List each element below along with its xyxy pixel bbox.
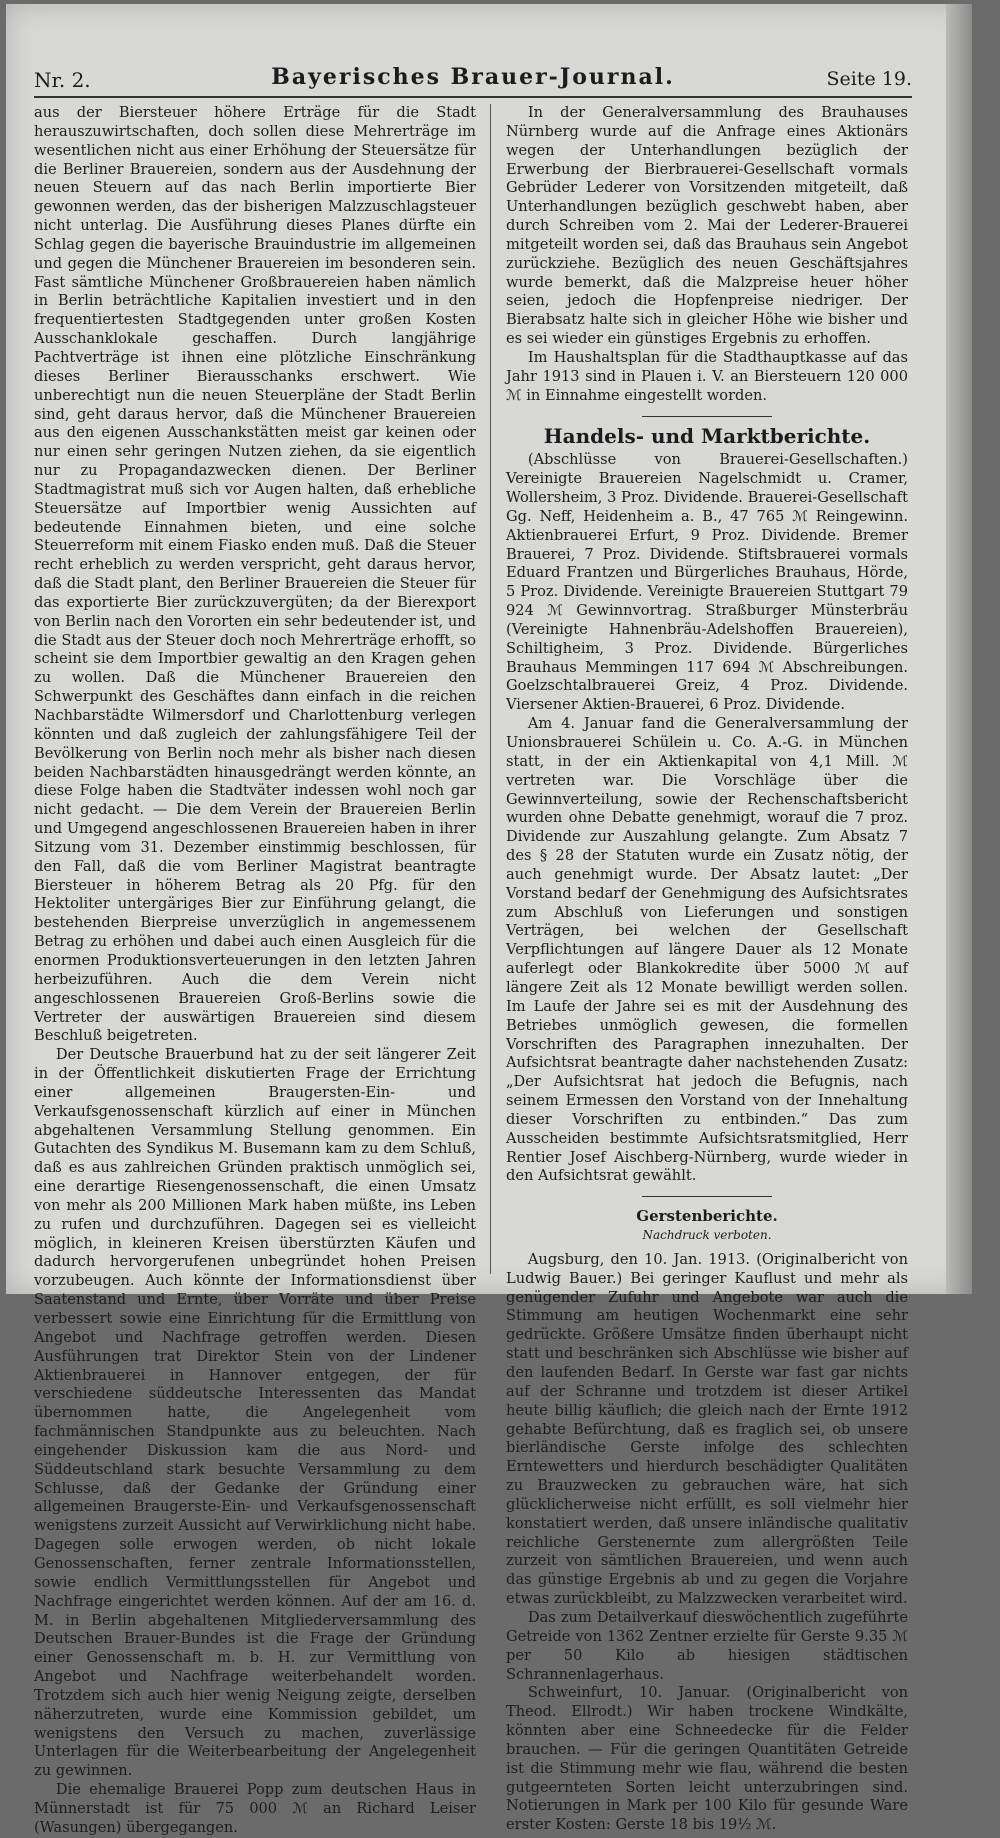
right-column [506,104,908,1835]
left-column [34,104,476,1838]
article-paragraph: aus der Biersteuer höhere Erträge für die Stadt herauszuwirtschaften, doch sollen diese Mehrerträge im wesentlichen nicht aus einer Erhöhung der Steuersätze für die Berliner Brauereien, sondern aus der Ausdehnung der neuen Steuern auf das nach Berlin importierte Bier gewonnen werden, das der bisherigen Malzzuschlagsteuer nicht unterlag. Die Ausführung dieses Planes dürfte ein Schlag gegen die bayerische Brauindustrie im allgemeinen und gegen die Münchener Brauereien im besonderen sein. Fast sämtliche Münchener Großbrauereien haben nämlich in Berlin beträchtliche Kapitalien investiert und in den frequentiertesten Stadtgegenden unter großen Kosten Ausschanklokale geschaffen. Durch langjährige Pachtverträge ist ihnen eine plötzliche Einschränkung dieses Berliner Bierausschanks erschwert. Wie unberechtigt nun die neuen Steuerpläne der Stadt Berlin sind, geht daraus hervor, daß die Münchener Brauereien aus den eigenen Ausschankstätten meist gar keinen oder nur einen sehr geringen Nutzen ziehen, da sie eigentlich nur zu Propagandazwecken dienen. Der Berliner Stadtmagistrat muß sich vor Augen halten, daß erhebliche Steuersätze auf Importbier wenig Aussichten auf bedeutende Einnahmen bieten, und eine solche Steuerreform mit einem Fiasko enden muß. Daß die Steuer recht erheblich zu werden verspricht, geht daraus hervor, daß die Stadt plant, den Berliner Brauereien die Steuer für das exportierte Bier zurückzuvergüten; da der Bierexport von Berlin nach den Vororten ein sehr bedeutender ist, und die Stadt aus der Steuer doch noch Mehrerträge erhofft, so scheint sie dem Importbier gewaltig an den Kragen gehen zu wollen. Daß die Münchener Brauereien den Schwerpunkt des Geschäftes dann einfach in die reichen Nachbarstädte Wilmersdorf und Charlottenburg verlegen könnten und daß zugleich der zahlungsfähigere Teil der Bevölkerung von Berlin noch mehr als bisher nach diesen beiden Nachbarstädten hinausgedrängt werden könnte, an diese Folge haben die Stadtväter indessen wohl noch gar nicht gedacht. — Die dem Verein der Brauereien Berlin und Umgegend angeschlossenen Brauereien haben in ihrer Sitzung vom 31. Dezember einstimmig beschlossen, für den Fall, daß die vom Berliner Magistrat beantragte Biersteuer in höherem Betrag als 20 Pfg. für den Hektoliter untergäriges Bier zur Einführung gelangt, die bestehenden Bierpreise unverzüglich in angemessenem Betrag zu erhöhen und dabei auch einen Ausgleich für die enormen Produktionsverteuerungen in den letzten Jahren herbeizuführen. Auch die dem Verein nicht angeschlossenen Brauereien Groß-Berlins sowie die Vertreter der auswärtigen Brauereien sind diesem Beschluß beigetreten. [34,104,476,1045]
article-paragraph: Die ehemalige Brauerei Popp zum deutschen Haus in Münnerstadt ist für 75 000 ℳ an Richard Leiser (Wasungen) übergegangen. [34,1781,476,1836]
subsection-heading: Gerstenberichte. [636,1207,778,1226]
reprint-note: Nachdruck verboten. [642,1228,772,1243]
section-separator [642,416,772,417]
article-paragraph: Der Deutsche Brauerbund hat zu der seit längerer Zeit in der Öffentlichkeit diskutierten Frage der Errichtung einer allgemeinen Braugersten-Ein- und Verkaufsgenossenschaft kürzlich auf einer in München abgehaltenen Versammlung Stellung genommen. Ein Gutachten des Syndikus M. Busemann kam zu dem Schluß, daß es aus zahlreichen Gründen praktisch unmöglich sei, eine derartige Riesengenossenschaft, die einen Umsatz von mehr als 200 Millionen Mark haben müßte, ins Leben zu rufen und durchzuführen. Dagegen sei es vielleicht möglich, in kleineren Kreisen überstürzten Käufen und dadurch hervorgerufenen unbegründet hohen Preisen vorzubeugen. Auch könnte der Informationsdienst über Saatenstand und Ernte, über Vorräte und über Preise verbessert sowie eine Einrichtung für die Ermittlung von Angebot und Nachfrage getroffen werden. Diesen Ausführungen trat Direktor Stein von der Lindener Aktienbrauerei in Hannover entgegen, der für verschiedene süddeutsche Interessenten das Mandat übernommen hatte, die Angelegenheit vom fachmännischen Standpunkte aus zu beleuchten. Nach eingehender Diskussion kam die aus Nord- und Süddeutschland stark besuchte Versammlung zu dem Schlusse, daß der Gedanke der Gründung einer allgemeinen Braugerste-Ein- und Verkaufsgenossenschaft wenigstens zurzeit Aussicht auf Verwirklichung nicht habe. Dagegen solle erwogen werden, ob nicht lokale Genossenschaften, ferner zentrale Informationsstellen, sowie endlich Vermittlungsstellen für Angebot und Nachfrage eingerichtet werden können. Auf der am 16. d. M. in Berlin abgehaltenen Mitgliederversammlung des Deutschen Brauer-Bundes ist die Frage der Gründung einer Genossenschaft m. b. H. zur Vermittlung von Angebot und Nachfrage weiterbehandelt worden. Trotzdem sich auch hier wenig Neigung zeigte, derselben näherzutreten, wurde eine Kommission gebildet, um wenigstens den Versuch zu machen, zuverlässige Unterlagen für die Weiterbearbeitung der Angelegenheit zu gewinnen. [34,1046,476,1780]
issue-number: Nr. 2. [34,68,91,92]
column-divider [490,104,491,1274]
page-header [34,62,912,98]
article-paragraph: In der Generalversammlung des Brauhauses Nürnberg wurde auf die Anfrage eines Aktionärs wegen der Unterhandlungen bezüglich der Erwerbung der Bierbrauerei-Gesellschaft vormals Gebrüder Lederer von Vorsitzenden mitgeteilt, daß Unterhandlungen bezüglich geschwebt haben, aber durch Schreiben vom 2. Mai der Lederer-Brauerei mitgeteilt worden sei, daß das Brauhaus sein Angebot zurückziehe. Bezüglich des neuen Geschäftsjahres wurde bemerkt, daß die Malzpreise heuer höher seien, jedoch die Hopfenpreise niedriger. Der Bierabsatz halte sich in gleicher Höhe wie bisher und es sei wieder ein günstiges Ergebnis zu erhoffen. [506,104,908,348]
section-separator [642,1196,772,1197]
page-number: Seite 19. [826,68,912,90]
journal-title: Bayerisches Brauer-Journal. [271,64,675,90]
article-paragraph: (Abschlüsse von Brauerei-Gesellschaften.) Vereinigte Brauereien Nagelschmidt u. Cramer, Wollersheim, 3 Proz. Dividende. Brauerei-Gesellschaft Gg. Neff, Heidenheim a. B., 47 765 ℳ Reingewinn. Aktienbrauerei Erfurt, 9 Proz. Dividende. Bremer Brauerei, 7 Proz. Dividende. Stiftsbrauerei vormals Eduard Frantzen und Bürgerliches Brauhaus, Hörde, 5 Proz. Dividende. Vereinigte Brauereien Stuttgart 79 924 ℳ Gewinnvortrag. Straßburger Münsterbräu (Vereinigte Hahnenbräu-Adelshoffen Brauereien), Schiltigheim, 3 Proz. Dividende. Bürgerliches Brauhaus Memmingen 117 694 ℳ Abschreibungen. Goelzschtalbrauerei Greiz, 4 Proz. Dividende. Viersener Aktien-Brauerei, 6 Proz. Dividende. [506,451,908,714]
newspaper-page [6,4,972,1836]
article-paragraph: Schweinfurt, 10. Januar. (Originalbericht von Theod. Ellrodt.) Wir haben trockene Windkälte, könnten aber eine Schneedecke für die Felder brauchen. — Für die geringen Quantitäten Getreide ist die Stimmung mehr wie flau, während die besten gutgeernteten Sorten leicht unterzubringen sind. Notierungen in Mark per 100 Kilo für gesunde Ware erster Kosten: Gerste 18 bis 19½ ℳ. [506,1684,908,1834]
page-gutter-shadow [946,4,972,1294]
article-paragraph: Das zum Detailverkauf dieswöchentlich zugeführte Getreide von 1362 Zentner erzielte für Gerste 9.35 ℳ per 50 Kilo ab hiesigen städtischen Schrannenlagerhaus. [506,1608,908,1683]
article-paragraph: Am 4. Januar fand die Generalversammlung der Unionsbrauerei Schülein u. Co. A.-G. in München statt, in der ein Aktienkapital von 4,1 Mill. ℳ vertreten war. Die Vorschläge über die Gewinnverteilung, sowie der Rechenschaftsbericht wurden ohne Debatte genehmigt, worauf die 7 proz. Dividende zur Auszahlung gelangte. Zum Absatz 7 des § 28 der Statuten wurde ein Zusatz nötig, der auch genehmigt wurde. Der Absatz lautet: „Der Vorstand bedarf der Genehmigung des Aufsichtsrates zum Abschluß von Lieferungen und sonstigen Verträgen, bei welchen der Gesellschaft Verpflichtungen auf längere Dauer als 12 Monate auferlegt oder Blankokredite über 5000 ℳ auf längere Zeit als 12 Monate bewilligt werden sollen. Im Laufe der Jahre sei es mit der Ausdehnung des Betriebes unmöglich gewesen, die formellen Vorschriften des Paragraphen innezuhalten. Der Aufsichtsrat beantragte daher nachstehenden Zusatz: „Der Aufsichtsrat hat jedoch die Befugnis, nach seinem Ermessen den Vorstand von der Innehaltung dieser Vorschriften zu entbinden.“ Das zum Ausscheiden bestimmte Aufsichtsratsmitglied, Herr Rentier Josef Aischberg-Nürnberg, wurde wieder in den Aufsichtsrat gewählt. [506,715,908,1185]
article-paragraph: Augsburg, den 10. Jan. 1913. (Originalbericht von Ludwig Bauer.) Bei geringer Kauflust und mehr als genügender Zufuhr und Angebote war auch die Stimmung am heutigen Wochenmarkt eine sehr gedrückte. Größere Umsätze finden überhaupt nicht statt und beschränken sich Abschlüsse wie bisher auf den laufenden Bedarf. In Gerste war fast gar nichts auf der Schranne und trotzdem ist dieser Artikel heute billig käuflich; die gleich nach der Ernte 1912 gehabte Befürchtung, daß es fraglich sei, ob unsere bierländische Gerste infolge des schlechten Erntewetters und hierdurch beschädigter Qualitäten zu Brauzwecken zu gebrauchen wäre, hat sich glücklicherweise nicht erfüllt, es soll vielmehr hier konstatiert werden, daß unsere inländische qualitativ reichliche Gerstenernte zum allergrößten Teile zurzeit von sämtlichen Brauereien, und wenn auch das günstige Ergebnis ab und zu gegen die Vorjahre etwas zurückbleibt, zu Malzzwecken verarbeitet wird. [506,1250,908,1608]
section-heading: Handels- und Marktberichte. [543,423,871,448]
article-paragraph: Im Haushaltsplan für die Stadthauptkasse auf das Jahr 1913 sind in Plauen i. V. an Biersteuern 120 000 ℳ in Einnahme eingestellt worden. [506,348,908,404]
